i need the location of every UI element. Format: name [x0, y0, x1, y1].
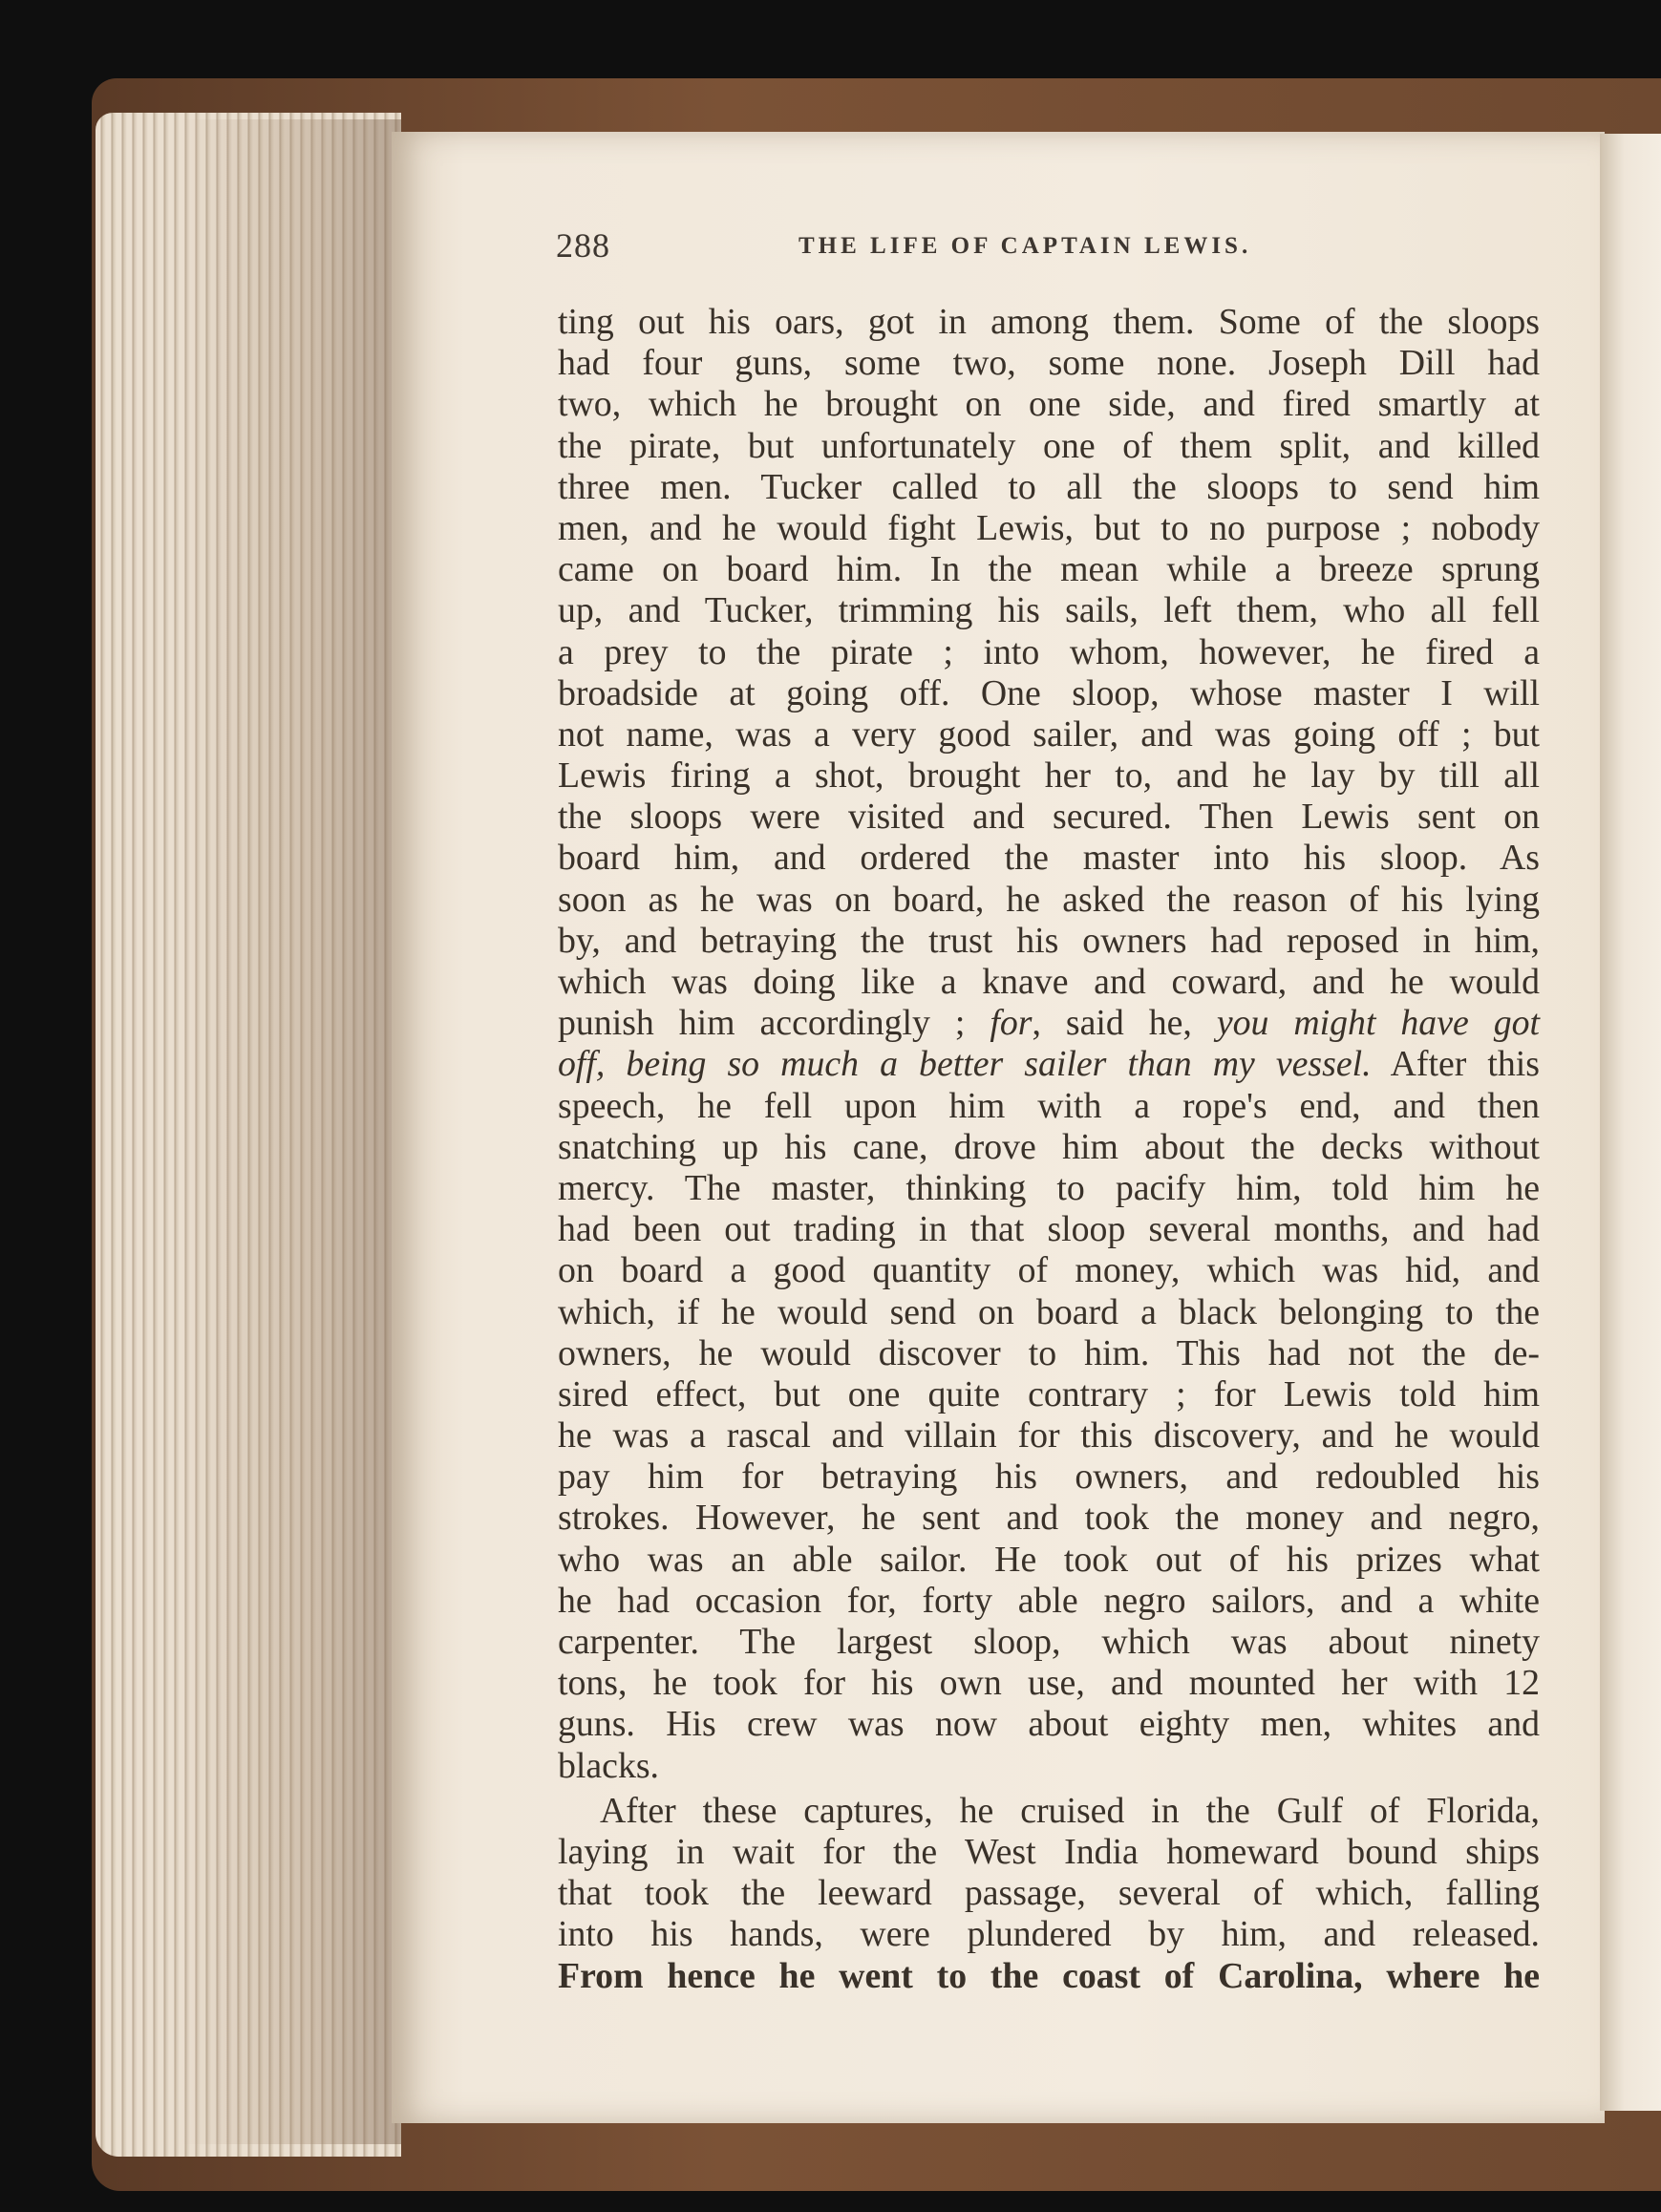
text-line: up, and Tucker, trimming his sails, left them, who all fell: [558, 590, 1540, 631]
text-line: the pirate, but unfortunately one of them split, and killed: [558, 425, 1540, 466]
text-line: the sloops were visited and secured. Then Lewis sent on: [558, 797, 1540, 838]
text-line: into his hands, were plundered by him, and released.: [558, 1914, 1540, 1955]
text-line: pay him for betraying his owners, and redoubled his: [558, 1457, 1540, 1498]
text-line: ting out his oars, got in among them. Some of the sloops: [558, 302, 1540, 342]
text-line: had been out trading in that sloop several months, and had: [558, 1209, 1540, 1250]
text-line: Lewis firing a shot, brought her to, and he lay by till all: [558, 755, 1540, 797]
text-line: he was a rascal and villain for this discovery, and he would: [558, 1415, 1540, 1457]
text-line: mercy. The master, thinking to pacify him, told him he: [558, 1167, 1540, 1208]
text-run: , said he,: [1032, 1003, 1217, 1044]
text-line: carpenter. The largest sloop, which was about ninety: [558, 1622, 1540, 1662]
facing-page-edge: [1600, 134, 1661, 2111]
text-line: tons, he took for his own use, and mounted her with 12: [558, 1663, 1540, 1704]
text-line: he had occasion for, forty able negro sailors, and a white: [558, 1580, 1540, 1621]
text-line: had four guns, some two, some none. Joseph Dill had: [558, 343, 1540, 384]
text-run: After this: [1371, 1044, 1540, 1085]
text-line: sired effect, but one quite contrary ; for Lewis told him: [558, 1373, 1540, 1414]
text-line: a prey to the pirate ; into whom, however, he fired a: [558, 631, 1540, 672]
text-line: speech, he fell upon him with a rope's end, and then: [558, 1085, 1540, 1126]
text-line: two, which he brought on one side, and fired smartly at: [558, 384, 1540, 425]
text-line: snatching up his cane, drove him about the decks without: [558, 1126, 1540, 1167]
text-line-with-italics: [558, 1003, 1540, 1044]
text-line: which, if he would send on board a black belonging to the: [558, 1291, 1540, 1332]
text-line: not name, was a very good sailer, and was going off ; but: [558, 713, 1540, 755]
text-line: board him, and ordered the master into his sloop. As: [558, 838, 1540, 879]
text-line: which was doing like a knave and coward, and he would: [558, 962, 1540, 1002]
italic-run: off, being so much a better sailer than my vessel.: [558, 1044, 1372, 1085]
text-line: on board a good quantity of money, which was hid, and: [558, 1250, 1540, 1291]
text-run: punish him accordingly ;: [558, 1003, 990, 1044]
page-edges-shadow: [181, 119, 401, 2144]
text-line: From hence he went to the coast of Carolina, where he: [558, 1955, 1540, 1996]
text-line: came on board him. In the mean while a breeze sprung: [558, 549, 1540, 590]
text-line: men, and he would fight Lewis, but to no purpose ; nobody: [558, 507, 1540, 548]
text-line: guns. His crew was now about eighty men, whites and: [558, 1704, 1540, 1745]
page-number: 288: [556, 226, 610, 265]
text-line: that took the leeward passage, several of which, falling: [558, 1873, 1540, 1914]
text-line: After these captures, he cruised in the Gulf of Florida,: [600, 1790, 1540, 1831]
text-line: laying in wait for the West India homeward bound ships: [558, 1831, 1540, 1872]
text-line: three men. Tucker called to all the sloops to send him: [558, 466, 1540, 507]
paragraph-2: [558, 1791, 1540, 1997]
text-line: blacks.: [558, 1745, 660, 1786]
paragraph-1: [558, 302, 1540, 1787]
body-text: [558, 302, 1540, 1997]
text-line: who was an able sailor. He took out of his prizes what: [558, 1539, 1540, 1580]
text-line: by, and betraying the trust his owners had reposed in him,: [558, 920, 1540, 961]
text-line-with-italics: [558, 1044, 1540, 1085]
text-line: soon as he was on board, he asked the reason of his lying: [558, 879, 1540, 920]
text-line: broadside at going off. One sloop, whose master I will: [558, 672, 1540, 713]
page-header: [556, 225, 1540, 273]
running-head: THE LIFE OF CAPTAIN LEWIS.: [799, 233, 1252, 259]
text-line: owners, he would discover to him. This had not the de-: [558, 1332, 1540, 1373]
italic-run: you might have got: [1216, 1003, 1541, 1044]
text-line: strokes. However, he sent and took the money and negro,: [558, 1498, 1540, 1539]
italic-run: for: [990, 1003, 1033, 1044]
